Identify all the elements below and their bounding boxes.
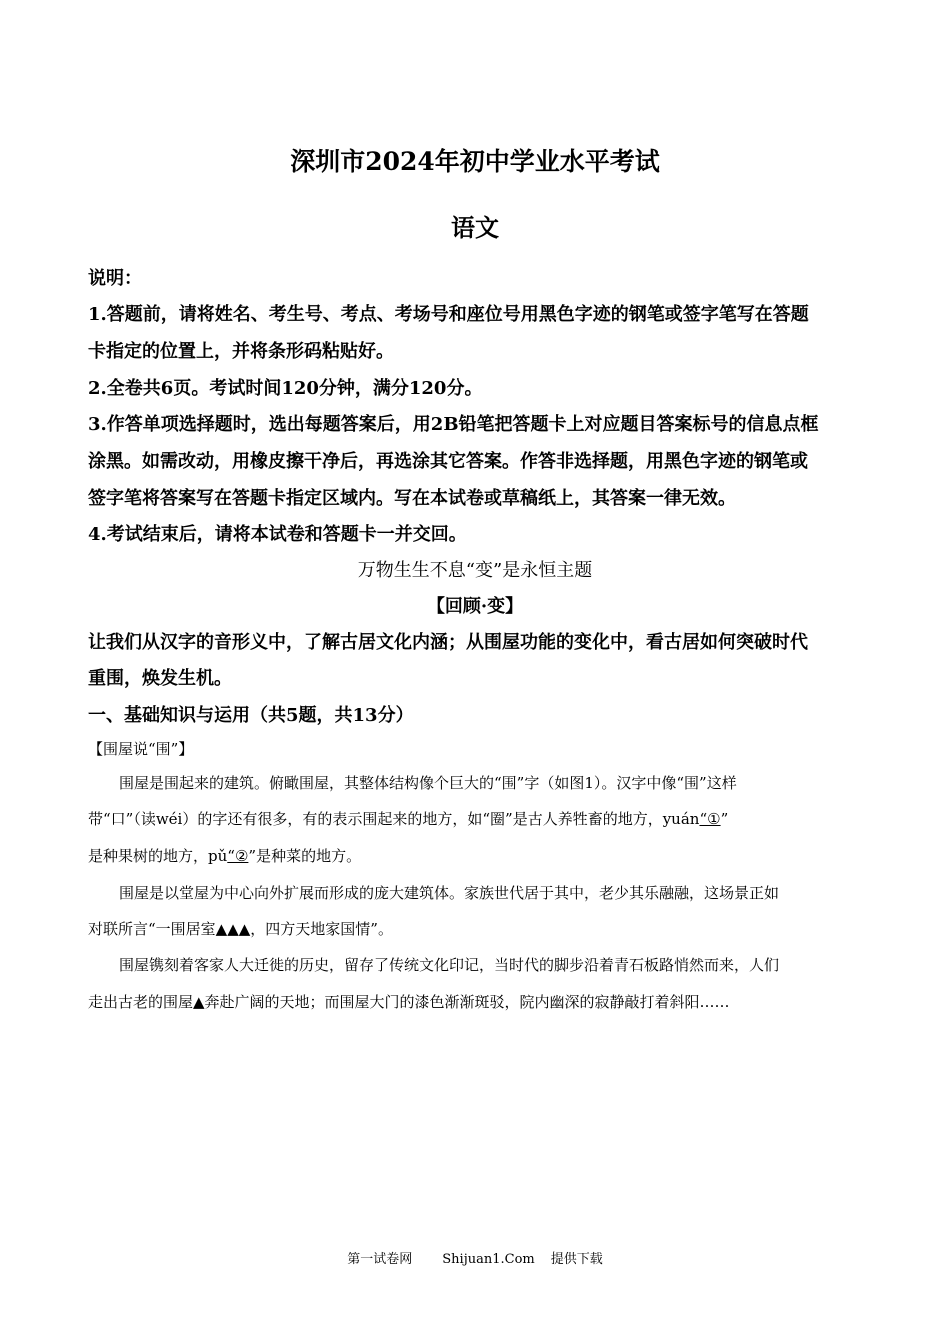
theme-title: 万物生生不息“变”是永恒主题 [357,560,593,581]
part-heading: 一、基础知识与运用（共5题，共13分） [88,705,414,726]
paragraph-text: 带“口”（读wéi）的字还有很多，有的表示围起来的地方，如“圈”是古人养牲畜的地方， [88,810,663,828]
footer-download-text: 提供下载 [550,1252,603,1267]
paragraph-line [88,808,878,829]
intro-line: 让我们从汉字的音形义中，了解古居文化内涵；从围屋功能的变化中，看古居如何突破时代 [88,632,808,653]
blank-1: “① [699,810,721,828]
instructions-heading: 说明： [88,268,142,289]
subject-title: 语文 [451,213,499,242]
paragraph-text: 是种果树的地方， [88,847,209,865]
paragraph-line: 围屋是围起来的建筑。俯瞰围屋，其整体结构像个巨大的“围”字（如图1）。汉字中像“围”这样 [119,774,737,792]
instruction-line: 涂黑。如需改动，用橡皮擦干净后，再选涂其它答案。作答非选择题，用黑色字迹的钢笔或 [88,451,808,472]
paragraph-line [88,845,878,866]
section-tag: 【回顾·变】 [426,596,524,617]
instruction-line: 3.作答单项选择题时，选出每题答案后，用2B铅笔把答题卡上对应题目答案标号的信息点框 [88,414,819,435]
blank-2: “② [227,847,249,865]
instruction-line: 2.全卷共6页。考试时间120分钟，满分120分。 [88,378,483,399]
footer-site-domain[interactable]: Shijuan1.Com [442,1252,535,1267]
intro-line: 重围，焕发生机。 [88,668,232,689]
instruction-line: 4.考试结束后，请将本试卷和答题卡一并交回。 [88,524,467,545]
blank-1-pinyin: yuán [662,810,700,828]
paragraph-line: 走出古老的围屋▲奔赴广阔的天地；而围屋大门的漆色渐渐斑驳，院内幽深的寂静敲打着斜阳…… [88,993,730,1011]
subsection-heading: 【围屋说“围”】 [88,740,194,758]
instruction-line: 1.答题前，请将姓名、考生号、考点、考场号和座位号用黑色字迹的钢笔或签字笔写在答题 [88,304,809,325]
exam-title: 深圳市2024年初中学业水平考试 [290,147,660,176]
page-footer [0,1248,950,1267]
blank-1-close: ” [720,810,729,828]
paragraph-text: ”是种菜的地方。 [248,847,362,865]
instruction-line: 卡指定的位置上，并将条形码粘贴好。 [88,341,394,362]
footer-site-name: 第一试卷网 [347,1252,413,1267]
paragraph-line: 围屋镌刻着客家人大迁徙的历史，留存了传统文化印记，当时代的脚步沿着青石板路悄然而来，人们 [119,956,780,974]
blank-2-pinyin: pǔ [208,847,228,865]
instruction-line: 签字笔将答案写在答题卡指定区域内。写在本试卷或草稿纸上，其答案一律无效。 [88,488,736,509]
paragraph-line: 对联所言“一围居室▲▲▲，四方天地家国情”。 [88,920,393,938]
paragraph-line: 围屋是以堂屋为中心向外扩展而形成的庞大建筑体。家族世代居于其中，老少其乐融融，这场景正如 [119,884,780,902]
